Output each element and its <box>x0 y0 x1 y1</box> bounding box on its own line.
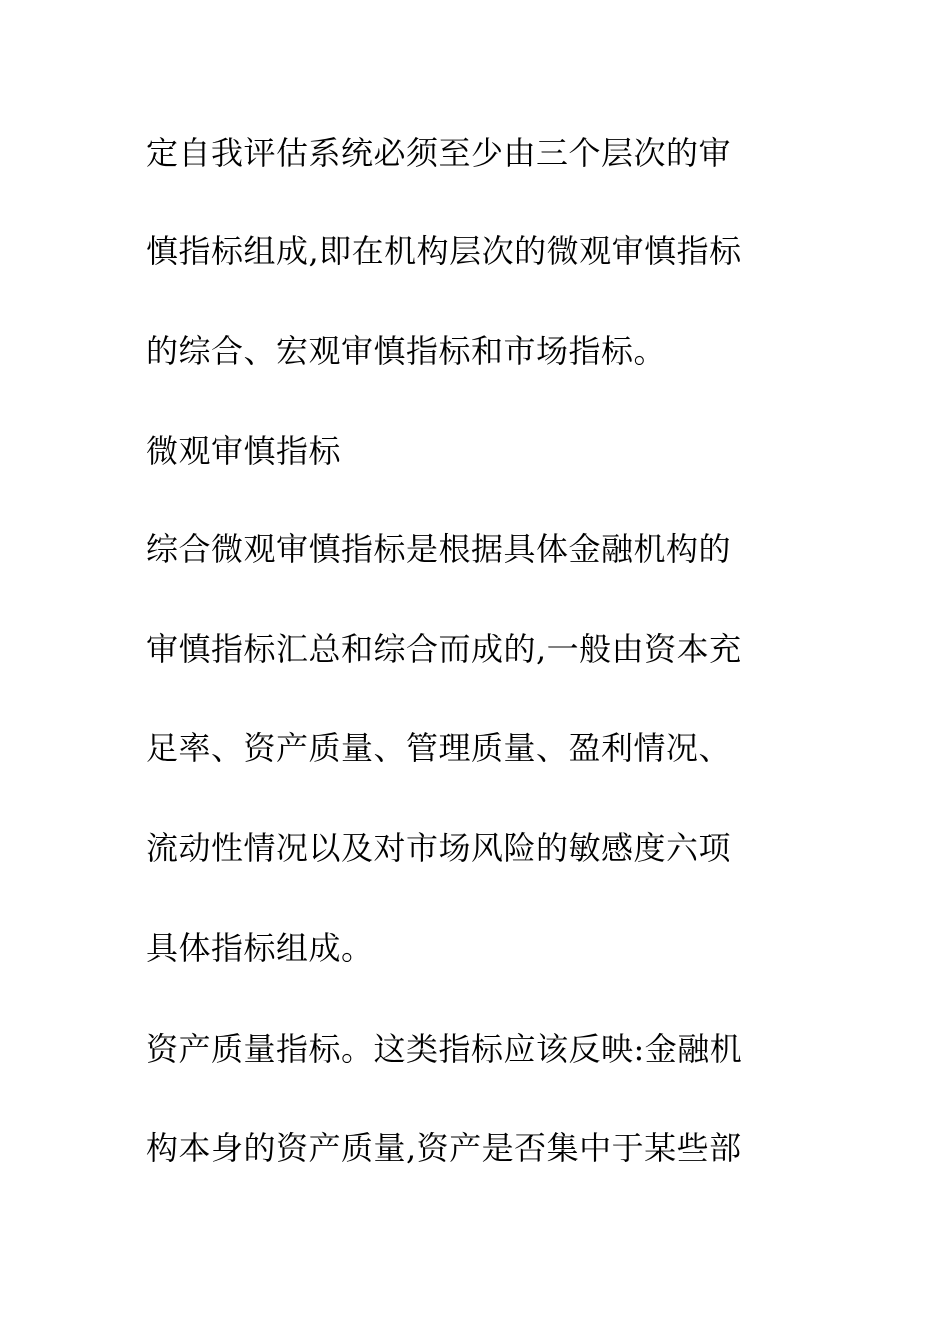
section-heading: 微观审慎指标 <box>146 432 342 470</box>
paragraph-line-9: 资产质量指标。这类指标应该反映:金融机 <box>146 1030 743 1068</box>
paragraph-line-2: 慎指标组成,即在机构层次的微观审慎指标 <box>146 232 742 270</box>
paragraph-line-6: 足率、资产质量、管理质量、盈利情况、 <box>146 729 732 767</box>
paragraph-line-7: 流动性情况以及对市场风险的敏感度六项 <box>146 829 732 867</box>
paragraph-line-8: 具体指标组成。 <box>146 929 374 967</box>
paragraph-line-1: 定自我评估系统必须至少由三个层次的审 <box>146 134 732 172</box>
paragraph-line-5: 审慎指标汇总和综合而成的,一般由资本充 <box>146 630 742 668</box>
paragraph-line-10: 构本身的资产质量,资产是否集中于某些部 <box>146 1129 742 1167</box>
paragraph-line-3: 的综合、宏观审慎指标和市场指标。 <box>146 332 667 370</box>
paragraph-line-4: 综合微观审慎指标是根据具体金融机构的 <box>146 530 732 568</box>
